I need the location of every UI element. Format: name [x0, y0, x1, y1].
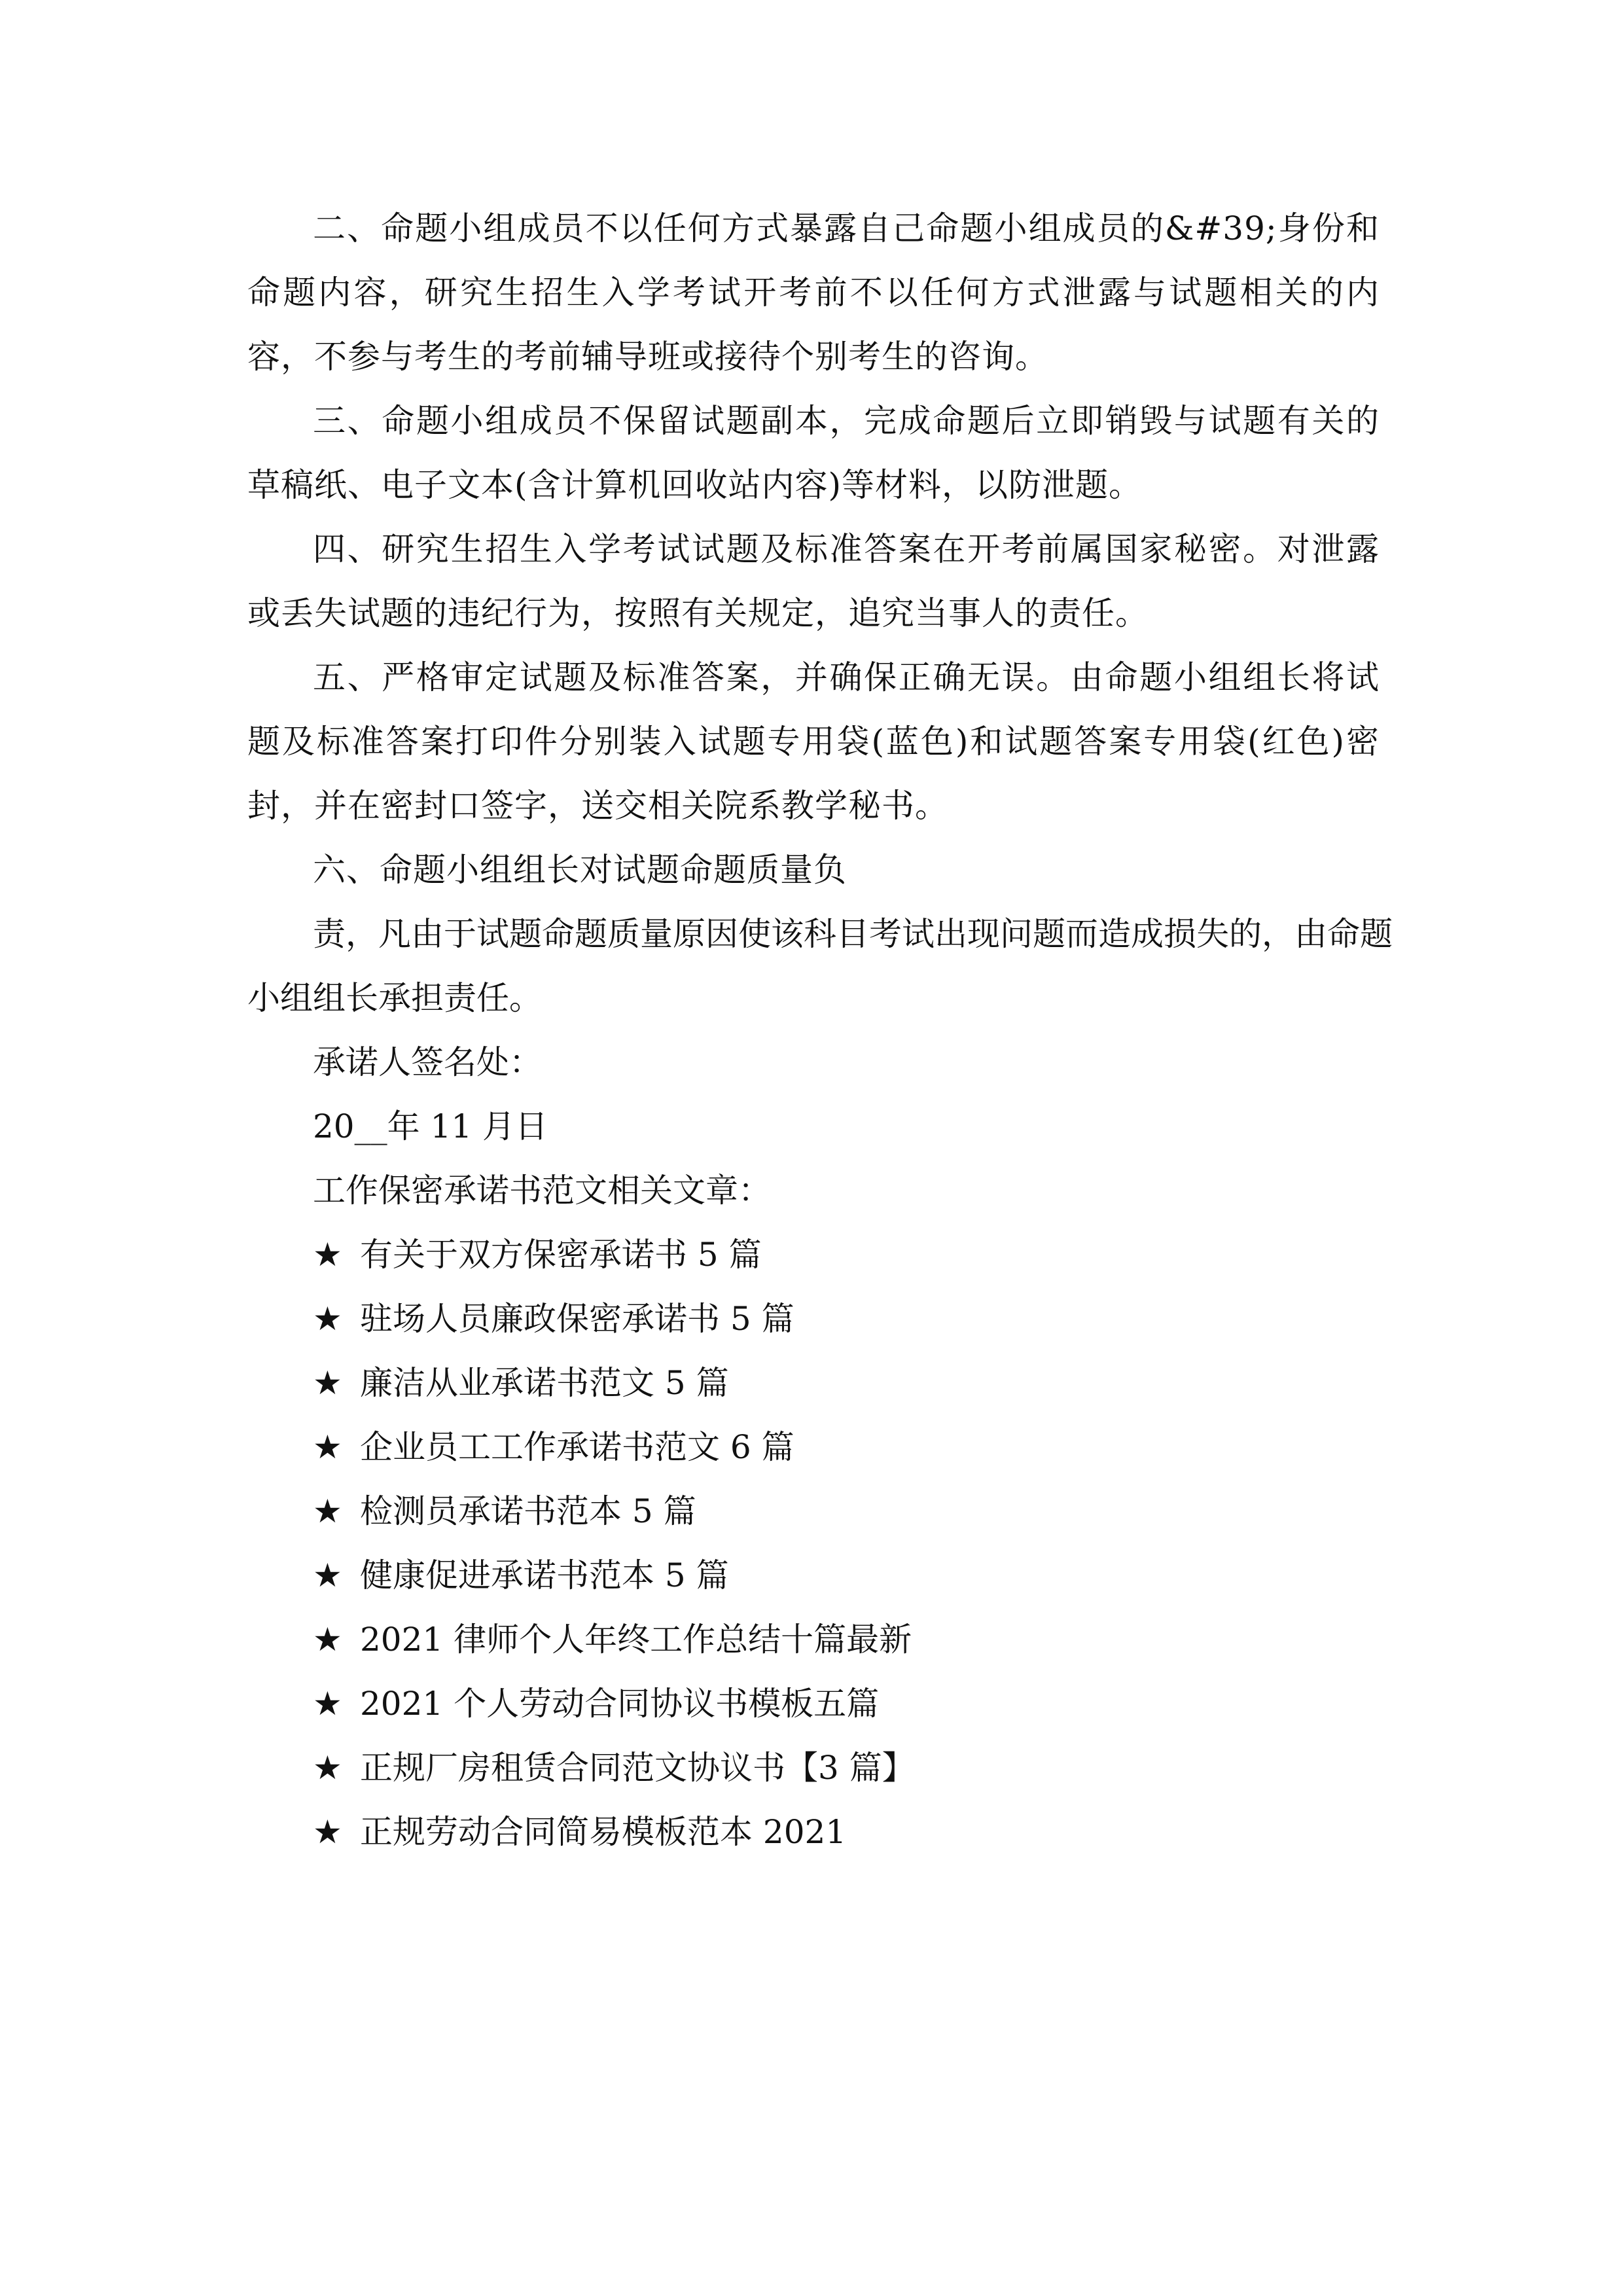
related-article-title: 正规厂房租赁合同范文协议书【3 篇】	[360, 1749, 915, 1787]
star-icon: ★	[313, 1492, 342, 1530]
paragraph-6: 六、命题小组组长对试题命题质量负	[313, 851, 847, 889]
star-icon: ★	[313, 1364, 342, 1402]
related-article-link[interactable]	[247, 1351, 1380, 1415]
related-article-title: 2021 个人劳动合同协议书模板五篇	[360, 1685, 880, 1723]
related-article-title: 驻场人员廉政保密承诺书 5 篇	[360, 1300, 794, 1338]
related-article-link[interactable]	[247, 1736, 1380, 1800]
related-article-link[interactable]	[247, 1479, 1380, 1543]
related-articles-list	[247, 1223, 1380, 1864]
related-article-title: 企业员工工作承诺书范文 6 篇	[360, 1428, 794, 1466]
paragraph-6-continuation-line1: 责，凡由于试题命题质量原因使该科目考试出现问题而造成损失的，由命题	[313, 915, 1393, 953]
related-article-title: 2021 律师个人年终工作总结十篇最新	[360, 1621, 912, 1659]
document-page	[247, 196, 1393, 1864]
related-articles-heading: 工作保密承诺书范文相关文章：	[313, 1172, 771, 1210]
paragraph-4: 四、研究生招生入学考试试题及标准答案在开考前属国家秘密。对泄露或丢失试题的违纪行为，按照有关规定，追究当事人的责任。	[247, 530, 1380, 632]
paragraph-5: 五、严格审定试题及标准答案，并确保正确无误。由命题小组组长将试题及标准答案打印件分别装入试题专用袋(蓝色)和试题答案专用袋(红色)密封，并在密封口签字，送交相关院系教学秘书。	[247, 658, 1380, 825]
star-icon: ★	[313, 1813, 342, 1851]
related-article-link[interactable]	[247, 1415, 1380, 1479]
star-icon: ★	[313, 1428, 342, 1466]
related-article-title: 检测员承诺书范本 5 篇	[360, 1492, 696, 1530]
paragraph-6-continuation-line2: 小组组长承担责任。	[247, 979, 542, 1017]
related-article-link[interactable]	[247, 1287, 1380, 1351]
star-icon: ★	[313, 1556, 342, 1594]
related-article-link[interactable]	[247, 1223, 1380, 1287]
related-article-title: 有关于双方保密承诺书 5 篇	[360, 1236, 762, 1274]
signature-label: 承诺人签名处：	[313, 1043, 542, 1081]
related-article-link[interactable]	[247, 1800, 1380, 1864]
star-icon: ★	[313, 1236, 342, 1274]
star-icon: ★	[313, 1685, 342, 1723]
related-article-title: 健康促进承诺书范本 5 篇	[360, 1556, 729, 1594]
paragraph-2: 二、命题小组成员不以任何方式暴露自己命题小组成员的&#39;身份和命题内容，研究生招生入学考试开考前不以任何方式泄露与试题相关的内容，不参与考生的考前辅导班或接待个别考生的咨询。	[247, 209, 1380, 376]
related-article-title: 正规劳动合同简易模板范本 2021	[360, 1813, 847, 1851]
related-article-link[interactable]	[247, 1607, 1380, 1672]
paragraph-3: 三、命题小组成员不保留试题副本，完成命题后立即销毁与试题有关的草稿纸、电子文本(含计算机回收站内容)等材料，以防泄题。	[247, 402, 1380, 504]
related-article-link[interactable]	[247, 1543, 1380, 1607]
signature-date: 20__年 11 月日	[313, 1107, 548, 1145]
related-article-link[interactable]	[247, 1672, 1380, 1736]
related-article-title: 廉洁从业承诺书范文 5 篇	[360, 1364, 729, 1402]
star-icon: ★	[313, 1621, 342, 1659]
star-icon: ★	[313, 1749, 342, 1787]
star-icon: ★	[313, 1300, 342, 1338]
